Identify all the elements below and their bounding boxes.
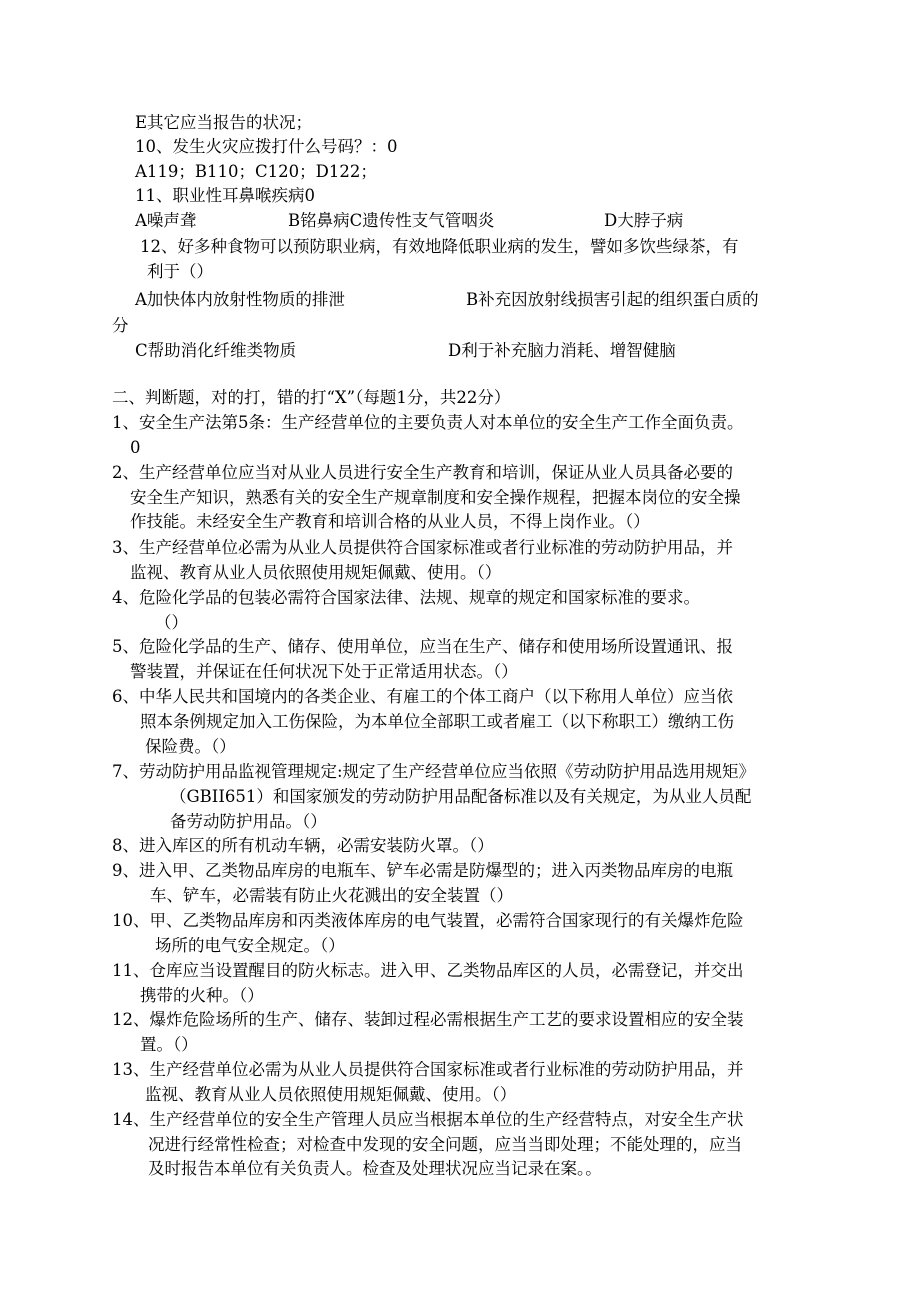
- item11-line2: 携带的火种。（）: [140, 986, 264, 1005]
- item3-line2: 监视、教育从业人员依照使用规矩佩戴、使用。（）: [130, 563, 502, 582]
- q11-question: 11、职业性耳鼻喉疾病0: [135, 186, 315, 205]
- q12-option-d: D利于补充脑力消耗、增智健脑: [448, 341, 676, 360]
- item8-line1: 8、进入库区的所有机动车辆，必需安装防火罩。（）: [112, 836, 494, 855]
- q12-option-b: B补充因放射线损害引起的组织蛋白质的: [466, 290, 759, 309]
- item9-line2: 车、铲车，必需装有防止火花溅出的安全装置（）: [150, 886, 513, 905]
- item13-line2: 监视、教育从业人员依照使用规矩佩戴、使用。（）: [145, 1085, 517, 1104]
- item6-line2: 照本条例规定加入工伤保险，为本单位全部职工或者雇工（以下称职工）缴纳工伤: [140, 712, 734, 731]
- item4-line2: （）: [155, 613, 188, 632]
- item14-line3: 及时报告本单位有关负责人。检查及处理状况应当记录在案。。: [148, 1159, 602, 1178]
- item11-line1: 11、仓库应当设置醒目的防火标志。进入甲、乙类物品库区的人员，必需登记，并交出: [112, 961, 744, 980]
- q12-option-b-wrap: 分: [112, 316, 129, 335]
- item2-line3: 作技能。未经安全生产教育和培训合格的从业人员，不得上岗作业。（）: [130, 512, 650, 531]
- item13-line1: 13、生产经营单位必需为从业人员提供符合国家标准或者行业标准的劳动防护用品，并: [112, 1060, 744, 1079]
- q11-option-bc: B铭鼻病C遗传性支气管咽炎: [288, 211, 495, 230]
- item10-line1: 10、甲、乙类物品库房和丙类液体库房的电气装置，必需符合国家现行的有关爆炸危险: [112, 911, 744, 930]
- item5-line2: 警装置，并保证在任何状况下处于正常适用状态。（）: [130, 662, 518, 681]
- item7-line3: 备劳动防护用品。（）: [170, 812, 327, 831]
- section2-heading: 二、判断题，对的打，错的打“X”（每题1分，共22分）: [112, 388, 511, 407]
- item1-line2: 0: [130, 438, 141, 457]
- q12-option-a: A加快体内放射性物质的排泄: [135, 290, 345, 309]
- item12-line1: 12、爆炸危险场所的生产、储存、装卸过程必需根据生产工艺的要求设置相应的安全装: [112, 1010, 744, 1029]
- item10-line2: 场所的电气安全规定。（）: [155, 936, 345, 955]
- item5-line1: 5、危险化学品的生产、储存、使用单位，应当在生产、储存和使用场所设置通讯、报: [112, 637, 733, 656]
- item3-line1: 3、生产经营单位必需为从业人员提供符合国家标准或者行业标准的劳动防护用品，并: [112, 538, 733, 557]
- item2-line2: 安全生产知识，熟悉有关的安全生产规章制度和安全操作规程，把握本岗位的安全操: [130, 488, 741, 507]
- item1-line1: 1、安全生产法第5条：生产经营单位的主要负责人对本单位的安全生产工作全面负责。: [112, 413, 744, 432]
- item6-line3: 保险费。（）: [145, 737, 236, 756]
- item14-line1: 14、生产经营单位的安全生产管理人员应当根据本单位的生产经营特点，对安全生产状: [112, 1110, 744, 1129]
- item6-line1: 6、中华人民共和国境内的各类企业、有雇工的个体工商户（以下称用人单位）应当依: [112, 687, 733, 706]
- item2-line1: 2、生产经营单位应当对从业人员进行安全生产教育和培训，保证从业人员具备必要的: [112, 463, 733, 482]
- q12-option-c: C帮助消化纤维类物质: [135, 341, 297, 360]
- q11-option-d: D大脖子病: [604, 211, 684, 230]
- item12-line2: 置。（）: [140, 1035, 198, 1054]
- q12-question-line1: 12、好多种食物可以预防职业病，有效地降低职业病的发生，譬如多饮些绿茶，有: [140, 237, 739, 256]
- q9-option-e: E其它应当报告的状况；: [135, 113, 313, 132]
- q11-option-a: A噪声聋: [135, 211, 197, 230]
- item4-line1: 4、危险化学品的包装必需符合国家法律、法规、规章的规定和国家标准的要求。: [112, 588, 700, 607]
- item14-line2: 况进行经常性检查；对检查中发现的安全问题，应当当即处理；不能处理的，应当: [148, 1135, 742, 1154]
- item9-line1: 9、进入甲、乙类物品库房的电瓶车、铲车必需是防爆型的；进入丙类物品库房的电瓶: [112, 861, 733, 880]
- q10-options: A119；B110；C120；D122；: [135, 162, 377, 181]
- item7-line2: （GBII651）和国家颁发的劳动防护用品配备标准以及有关规定，为从业人员配: [170, 787, 752, 806]
- q10-question: 10、发生火灾应拨打什么号码？：0: [135, 137, 398, 156]
- item7-line1: 7、劳动防护用品监视管理规定:规定了生产经营单位应当依照《劳动防护用品选用规矩》: [112, 762, 756, 781]
- q12-question-line2: 利于（）: [147, 262, 213, 281]
